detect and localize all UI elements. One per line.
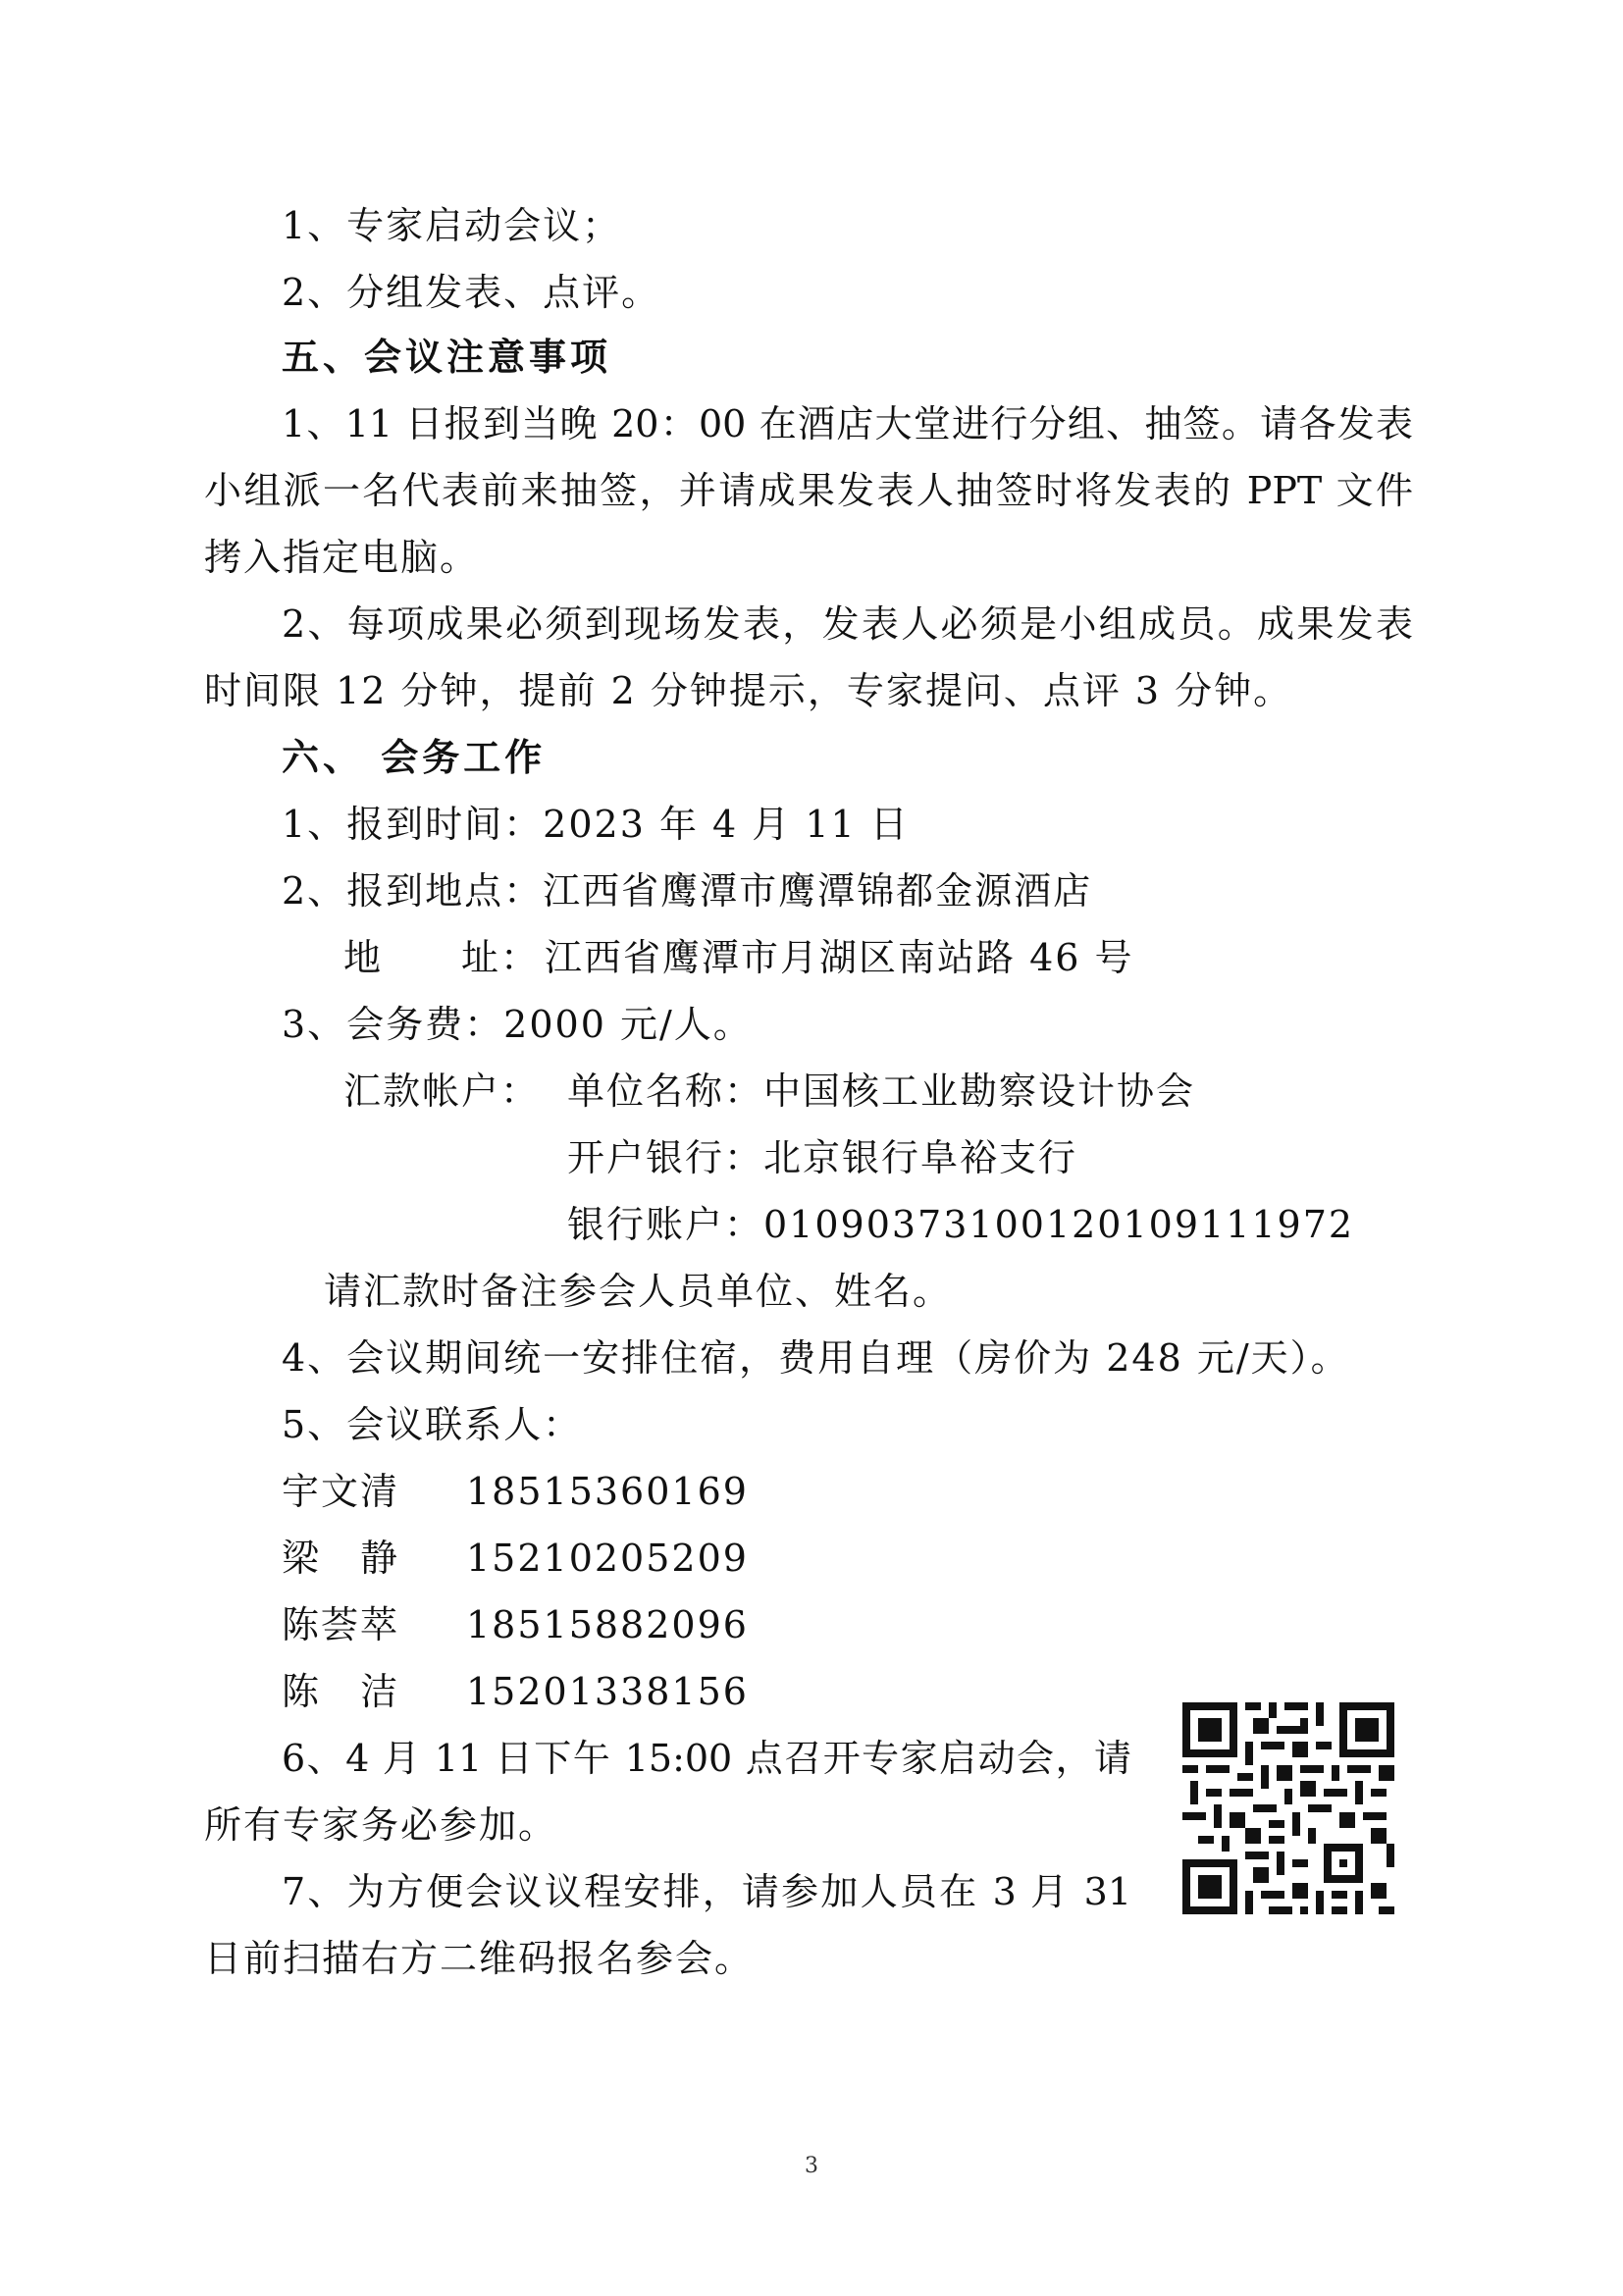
contact-phone: 18515360169 [466,1470,749,1513]
bank-name: 开户银行：北京银行阜裕支行 [567,1136,1078,1179]
item6-line2: 所有专家务必参加。 [204,1803,558,1847]
registration-place: 2、报到地点：江西省鹰潭市鹰潭锦都金源酒店 [282,869,1093,913]
contact-phone: 15201338156 [466,1670,749,1713]
contact-name: 陈荟萃 [282,1603,400,1646]
section5-title: 五、会议注意事项 [282,336,612,379]
page-number: 3 [805,2154,818,2178]
contact-name: 陈 洁 [282,1670,400,1713]
remit-account-label: 汇款帐户： [343,1070,541,1113]
section5-p1-line1: 1、11 日报到当晚 20：00 在酒店大堂进行分组、抽签。请各发表 [282,402,1413,445]
remit-note: 请汇款时备注参会人员单位、姓名。 [324,1270,953,1313]
section6-title: 六、 会务工作 [282,736,547,779]
unit-name: 单位名称：中国核工业勘察设计协会 [567,1070,1196,1113]
lodging-info: 4、会议期间统一安排住宿，费用自理（房价为 248 元/天）。 [282,1336,1350,1380]
conference-fee: 3、会务费：2000 元/人。 [282,1003,753,1046]
item6-line1: 6、4 月 11 日下午 15:00 点召开专家启动会，请 [282,1737,1131,1780]
agenda-item-1: 1、专家启动会议； [282,204,622,247]
section5-p1-line3: 拷入指定电脑。 [204,536,480,579]
agenda-item-2: 2、分组发表、点评。 [282,271,661,314]
registration-time: 1、报到时间：2023 年 4 月 11 日 [282,803,910,846]
item7-line2: 日前扫描右方二维码报名参会。 [204,1937,755,1980]
qr-code-icon[interactable] [1182,1702,1394,1914]
section5-p2-line1: 2、每项成果必须到现场发表，发表人必须是小组成员。成果发表 [282,602,1413,646]
section5-p2-line2: 时间限 12 分钟，提前 2 分钟提示，专家提问、点评 3 分钟。 [204,669,1293,712]
contact-name: 梁 静 [282,1537,400,1580]
bank-account: 银行账户：01090373100120109111972 [567,1203,1355,1246]
address-value: 江西省鹰潭市月湖区南站路 46 号 [545,936,1134,979]
contact-name: 宇文清 [282,1470,400,1513]
item7-line1: 7、为方便会议议程安排，请参加人员在 3 月 31 [282,1870,1131,1913]
contact-phone: 18515882096 [466,1603,749,1646]
address-label: 地 址： [343,936,541,979]
section5-p1-line2: 小组派一名代表前来抽签，并请成果发表人抽签时将发表的 PPT 文件 [204,469,1413,512]
contacts-title: 5、会议联系人： [282,1403,583,1446]
contact-phone: 15210205209 [466,1537,749,1580]
